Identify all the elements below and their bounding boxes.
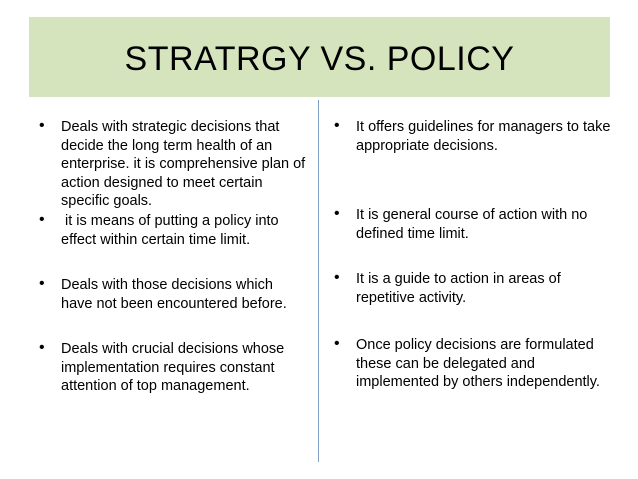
policy-item <box>331 206 611 243</box>
strategy-item <box>36 118 308 211</box>
bullet-icon: • <box>39 339 45 356</box>
bullet-icon: • <box>334 205 340 222</box>
column-divider <box>318 100 319 462</box>
policy-item <box>331 270 611 307</box>
bullet-icon: • <box>39 117 45 134</box>
strategy-item-text: it is means of putting a policy into effect within certain time limit. <box>61 213 283 248</box>
strategy-item-text: Deals with crucial decisions whose implementation requires constant attention of top management. <box>61 341 285 394</box>
policy-item-text: It is general course of action with no defined time limit. <box>356 207 588 242</box>
strategy-item <box>36 340 308 396</box>
strategy-item <box>36 212 308 249</box>
policy-item <box>331 336 611 392</box>
bullet-icon: • <box>334 269 340 286</box>
slide-title: STRATRGY VS. POLICY <box>124 39 515 78</box>
policy-item-text: Once policy decisions are formulated these can be delegated and implemented by others independently. <box>356 337 600 390</box>
bullet-icon: • <box>334 335 340 352</box>
policy-item <box>331 118 611 155</box>
strategy-item <box>36 276 308 313</box>
strategy-item-text: Deals with those decisions which have not been encountered before. <box>61 277 287 312</box>
bullet-icon: • <box>39 275 45 292</box>
bullet-icon: • <box>39 211 45 228</box>
policy-item-text: It is a guide to action in areas of repetitive activity. <box>356 271 561 306</box>
policy-item-text: It offers guidelines for managers to take appropriate decisions. <box>356 119 611 154</box>
bullet-icon: • <box>334 117 340 134</box>
strategy-item-text: Deals with strategic decisions that decide the long term health of an enterprise. it is comprehensive plan of action designed to meet certain specific goals. <box>61 119 306 209</box>
title-band <box>29 17 610 97</box>
